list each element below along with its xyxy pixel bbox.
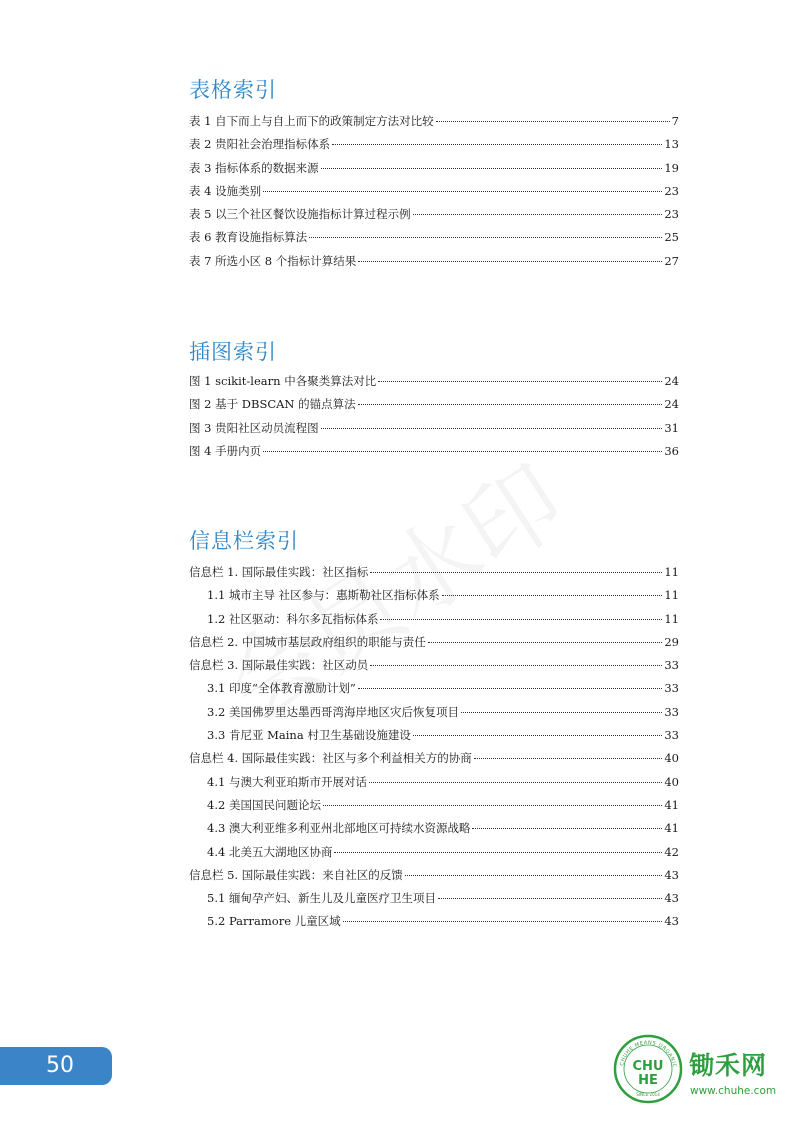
toc-dot-leader: [334, 852, 662, 853]
brand-url: www.chuhe.com: [690, 1085, 777, 1097]
toc-entry-label: 信息栏 5. 国际最佳实践：来自社区的反馈: [189, 867, 403, 882]
toc-entry-page: 33: [664, 681, 679, 696]
toc-entry-label: 1.2 社区驱动：科尔多瓦指标体系: [207, 611, 379, 626]
figures-index-title: 插图索引: [189, 340, 277, 364]
tables-index-title: 表格索引: [189, 78, 277, 102]
toc-entry[interactable]: [189, 727, 679, 750]
toc-entry[interactable]: [189, 634, 679, 657]
toc-entry-label: 4.3 澳大利亚维多利亚州北部地区可持续水资源战略: [207, 821, 471, 836]
toc-entry[interactable]: [189, 253, 679, 276]
toc-entry[interactable]: [189, 396, 679, 419]
toc-entry-label: 信息栏 2. 中国城市基层政府组织的职能与责任: [189, 634, 426, 649]
toc-dot-leader: [472, 828, 662, 829]
toc-entry-page: 24: [664, 397, 679, 412]
toc-entry-page: 33: [664, 658, 679, 673]
toc-entry-page: 31: [664, 420, 679, 435]
toc-entry-label: 表 7 所选小区 8 个指标计算结果: [189, 253, 357, 268]
toc-entry-label: 3.3 肯尼亚 Maina 村卫生基础设施建设: [207, 728, 411, 743]
toc-entry-label: 图 1 scikit-learn 中各聚类算法对比: [189, 374, 377, 388]
toc-entry[interactable]: [189, 564, 679, 587]
toc-entry-page: 13: [664, 137, 679, 152]
toc-entry[interactable]: [189, 136, 679, 159]
toc-entry[interactable]: [189, 587, 679, 610]
toc-entry-label: 3.1 印度“全体教育激励计划”: [207, 681, 356, 696]
toc-entry[interactable]: [189, 443, 679, 466]
toc-entry[interactable]: [189, 797, 679, 820]
toc-dot-leader: [461, 712, 662, 713]
toc-entry[interactable]: [189, 657, 679, 680]
svg-text:SINCE 2014: SINCE 2014: [636, 1092, 660, 1097]
toc-entry-label: 图 2 基于 DBSCAN 的锚点算法: [189, 397, 356, 412]
toc-entry-page: 33: [664, 728, 679, 743]
toc-entry[interactable]: [189, 704, 679, 727]
toc-dot-leader: [428, 642, 663, 643]
toc-entry-label: 信息栏 3. 国际最佳实践：社区动员: [189, 658, 369, 673]
toc-entry[interactable]: [189, 890, 679, 913]
toc-entry-label: 信息栏 4. 国际最佳实践：社区与多个利益相关方的协商: [189, 751, 472, 766]
tables-index-list: [189, 113, 679, 276]
toc-entry-label: 1.1 城市主导 社区参与：惠斯勒社区指标体系: [207, 588, 440, 603]
toc-entry[interactable]: [189, 229, 679, 252]
toc-dot-leader: [474, 758, 663, 759]
toc-entry[interactable]: [189, 913, 679, 936]
toc-dot-leader: [332, 144, 662, 145]
brand-name: 锄禾网: [689, 1051, 768, 1080]
toc-entry[interactable]: [189, 113, 679, 136]
toc-entry-page: 24: [664, 374, 679, 388]
infoboxes-index-list: [189, 564, 679, 937]
toc-dot-leader: [358, 688, 663, 689]
toc-entry[interactable]: [189, 844, 679, 867]
svg-text:HE: HE: [638, 1073, 658, 1088]
toc-entry[interactable]: [189, 611, 679, 634]
toc-entry-page: 11: [664, 588, 679, 603]
toc-dot-leader: [358, 261, 662, 262]
toc-entry-page: 40: [664, 751, 679, 766]
toc-entry[interactable]: [189, 373, 679, 396]
toc-dot-leader: [309, 237, 662, 238]
toc-dot-leader: [405, 875, 663, 876]
toc-entry[interactable]: [189, 206, 679, 229]
toc-entry-label: 图 3 贵阳社区动员流程图: [189, 420, 319, 435]
toc-entry-page: 23: [664, 183, 679, 198]
toc-entry-label: 表 2 贵阳社会治理指标体系: [189, 137, 331, 152]
figures-index-list: [189, 373, 679, 466]
toc-entry-label: 表 1 自下而上与自上而下的政策制定方法对比较: [189, 114, 434, 128]
toc-dot-leader: [370, 665, 662, 666]
toc-entry[interactable]: [189, 160, 679, 183]
toc-entry[interactable]: [189, 774, 679, 797]
toc-dot-leader: [413, 214, 663, 215]
toc-dot-leader: [263, 191, 662, 192]
toc-entry-label: 表 3 指标体系的数据来源: [189, 160, 319, 175]
infoboxes-index-title: 信息栏索引: [189, 529, 299, 553]
toc-entry-page: 41: [664, 821, 679, 836]
toc-dot-leader: [321, 168, 663, 169]
toc-dot-leader: [263, 451, 662, 452]
toc-entry[interactable]: [189, 183, 679, 206]
toc-dot-leader: [369, 782, 662, 783]
toc-entry-label: 4.4 北美五大湖地区协商: [207, 844, 333, 859]
toc-entry-page: 11: [664, 611, 679, 626]
toc-dot-leader: [438, 898, 662, 899]
toc-entry-page: 42: [664, 844, 679, 859]
toc-dot-leader: [442, 595, 663, 596]
toc-entry-page: 41: [664, 797, 679, 812]
toc-entry-page: 25: [664, 230, 679, 245]
toc-entry-page: 11: [664, 565, 679, 579]
toc-entry-page: 7: [671, 114, 679, 128]
toc-entry-page: 23: [664, 207, 679, 222]
toc-entry-page: 36: [664, 443, 679, 458]
svg-text:CHUHE MEANS ORGANIC: CHUHE MEANS ORGANIC: [619, 1039, 678, 1069]
toc-entry[interactable]: [189, 420, 679, 443]
toc-entry-label: 4.2 美国国民问题论坛: [207, 797, 321, 812]
toc-dot-leader: [321, 428, 663, 429]
toc-dot-leader: [358, 404, 663, 405]
svg-text:CHU: CHU: [632, 1059, 664, 1074]
chuhe-logo-seal: [613, 1034, 683, 1104]
toc-dot-leader: [370, 572, 662, 573]
toc-entry-page: 29: [664, 634, 679, 649]
toc-entry-page: 19: [664, 160, 679, 175]
toc-dot-leader: [413, 735, 663, 736]
toc-entry[interactable]: [189, 820, 679, 843]
toc-entry-label: 图 4 手册内页: [189, 443, 262, 458]
toc-entry-label: 5.1 缅甸孕产妇、新生儿及儿童医疗卫生项目: [207, 891, 436, 906]
toc-entry-label: 信息栏 1. 国际最佳实践：社区指标: [189, 565, 369, 579]
toc-entry-page: 43: [664, 914, 679, 929]
toc-entry-label: 5.2 Parramore 儿童区域: [207, 914, 341, 929]
toc-dot-leader: [323, 805, 662, 806]
page-number: 50: [46, 1053, 74, 1078]
toc-entry-page: 43: [664, 891, 679, 906]
toc-dot-leader: [436, 121, 670, 122]
toc-entry-label: 表 4 设施类别: [189, 183, 262, 198]
toc-dot-leader: [378, 381, 662, 382]
toc-dot-leader: [380, 619, 662, 620]
toc-entry-label: 表 6 教育设施指标算法: [189, 230, 308, 245]
toc-entry-page: 33: [664, 704, 679, 719]
toc-entry-page: 40: [664, 774, 679, 789]
toc-dot-leader: [343, 921, 663, 922]
toc-entry[interactable]: [189, 867, 679, 890]
toc-entry[interactable]: [189, 680, 679, 703]
toc-entry[interactable]: [189, 750, 679, 773]
toc-entry-page: 27: [664, 253, 679, 268]
toc-entry-label: 4.1 与澳大利亚珀斯市开展对话: [207, 774, 367, 789]
toc-entry-label: 3.2 美国佛罗里达墨西哥湾海岸地区灾后恢复项目: [207, 704, 459, 719]
toc-entry-label: 表 5 以三个社区餐饮设施指标计算过程示例: [189, 207, 411, 222]
toc-entry-page: 43: [664, 867, 679, 882]
